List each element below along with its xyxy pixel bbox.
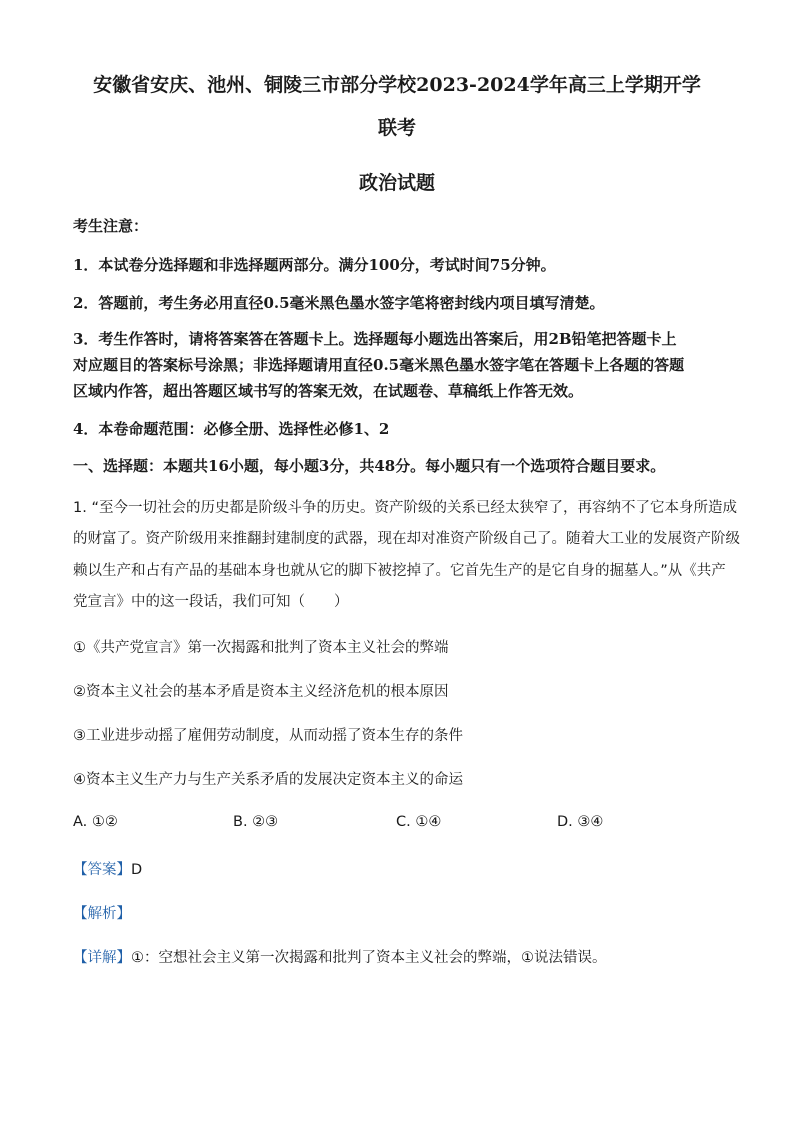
statement-4: ④资本主义生产力与生产关系矛盾的发展决定资本主义的命运: [73, 772, 463, 788]
answer-value: D: [131, 862, 143, 878]
detail-row: [73, 946, 607, 967]
statement-2: ②资本主义社会的基本矛盾是资本主义经济危机的根本原因: [73, 684, 449, 700]
detail-label: 【详解】: [73, 950, 131, 966]
notice-item-2: 2．答题前，考生务必用直径0.5毫米黑色墨水签字笔将密封线内项目填写清楚。: [73, 294, 605, 312]
notice-item-1: 1．本试卷分选择题和非选择题两部分。满分100分，考试时间75分钟。: [73, 256, 556, 274]
question-1-line-1: 1. “至今一切社会的历史都是阶级斗争的历史。资产阶级的关系已经太狭窄了，再容纳不了它本身所造成: [73, 500, 737, 516]
notice-item-4: 4．本卷命题范围：必修全册、选择性必修1、2: [73, 420, 390, 438]
exam-title-line-2: 联考: [377, 117, 416, 139]
exam-title-line-1: 安徽省安庆、池州、铜陵三市部分学校2023-2024学年高三上学期开学: [93, 74, 701, 96]
notice-item-3-line-3: 区域内作答，超出答题区域书写的答案无效，在试题卷、草稿纸上作答无效。: [73, 382, 584, 400]
notice-heading: 考生注意：: [73, 217, 149, 235]
question-1-line-4: 党宣言》中的这一段话，我们可知（ ）: [73, 594, 349, 610]
analysis-label-text: 【解析】: [73, 906, 131, 922]
question-1-line-3: 赖以生产和占有产品的基础本身也就从它的脚下被挖掉了。它首先生产的是它自身的掘墓人。”从《共产: [73, 563, 726, 579]
answer-label: 【答案】: [73, 862, 131, 878]
option-b: B. ②③: [233, 814, 279, 830]
statement-3: ③工业进步动摇了雇佣劳动制度，从而动摇了资本生存的条件: [73, 728, 463, 744]
option-c: C. ①④: [396, 814, 442, 830]
subject-title: 政治试题: [358, 172, 435, 194]
question-1-line-2: 的财富了。资产阶级用来推翻封建制度的武器，现在却对准资产阶级自己了。随着大工业的发展资产阶级: [73, 531, 740, 547]
option-a: A. ①②: [73, 814, 118, 830]
notice-item-3-line-2: 对应题目的答案标号涂黑；非选择题请用直径0.5毫米黑色墨水签字笔在答题卡上各题的答题: [73, 356, 685, 374]
analysis-label: [73, 902, 131, 923]
section-heading: 一、选择题：本题共16小题，每小题3分，共48分。每小题只有一个选项符合题目要求。: [73, 457, 666, 475]
detail-text: ①：空想社会主义第一次揭露和批判了资本主义社会的弊端，①说法错误。: [131, 950, 607, 966]
notice-item-3-line-1: 3．考生作答时，请将答案答在答题卡上。选择题每小题选出答案后，用2B铅笔把答题卡上: [73, 330, 677, 348]
statement-1: ①《共产党宣言》第一次揭露和批判了资本主义社会的弊端: [73, 640, 449, 656]
answer-row: [73, 858, 142, 879]
option-d: D. ③④: [557, 814, 604, 830]
